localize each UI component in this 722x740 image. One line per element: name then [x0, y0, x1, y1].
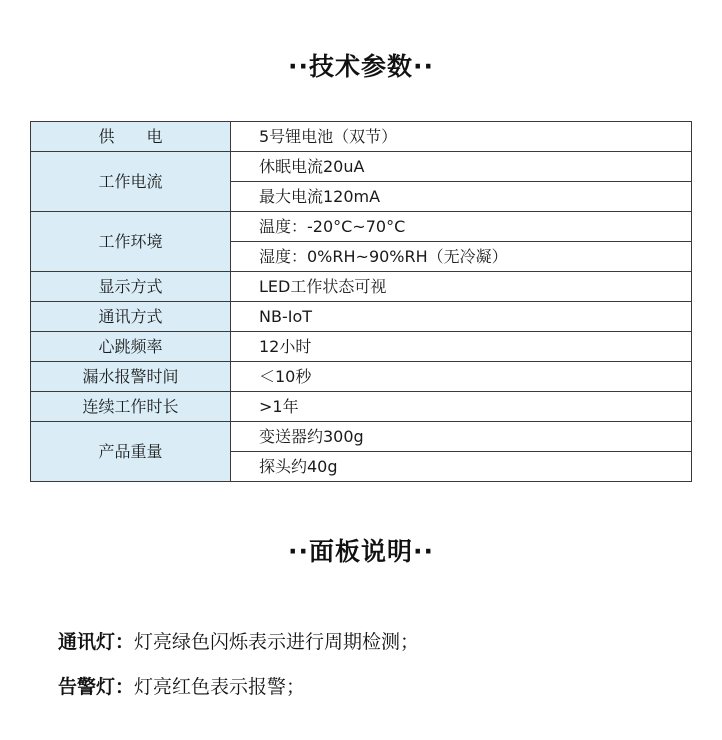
specs-section-title: ··技术参数·· — [288, 52, 434, 81]
spec-value-lifetime: >1年 — [231, 392, 692, 422]
spec-value-humidity: 湿度：0%RH~90%RH（无冷凝） — [231, 242, 692, 272]
table-row — [31, 392, 692, 422]
table-row — [31, 332, 692, 362]
spec-label-current: 工作电流 — [31, 152, 231, 212]
table-row — [31, 122, 692, 152]
spec-label-alarm-time: 漏水报警时间 — [31, 362, 231, 392]
spec-label-heartbeat: 心跳频率 — [31, 332, 231, 362]
alarm-led-text: 灯亮红色表示报警； — [134, 676, 306, 698]
spec-value-weight-transmitter: 变送器约300g — [231, 422, 692, 452]
table-row — [31, 362, 692, 392]
table-row — [31, 272, 692, 302]
spec-label-power: 供 电 — [31, 122, 231, 152]
spec-label-display: 显示方式 — [31, 272, 231, 302]
spec-label-lifetime: 连续工作时长 — [31, 392, 231, 422]
spec-label-weight: 产品重量 — [31, 422, 231, 482]
alarm-led-label: 告警灯： — [58, 676, 135, 698]
spec-label-environment: 工作环境 — [31, 212, 231, 272]
panel-section-title: ··面板说明·· — [288, 537, 434, 566]
spec-value-weight-probe: 探头约40g — [231, 452, 692, 482]
spec-value-comm: NB-IoT — [231, 302, 692, 332]
spec-value-heartbeat: 12小时 — [231, 332, 692, 362]
table-row — [31, 302, 692, 332]
table-row — [31, 422, 692, 452]
spec-value-current-sleep: 休眠电流20uA — [231, 152, 692, 182]
table-row — [31, 152, 692, 182]
spec-label-comm: 通讯方式 — [31, 302, 231, 332]
alarm-led-note — [58, 672, 305, 699]
spec-value-display: LED工作状态可视 — [231, 272, 692, 302]
spec-value-current-max: 最大电流120mA — [231, 182, 692, 212]
comm-led-text: 灯亮绿色闪烁表示进行周期检测； — [134, 631, 420, 653]
spec-value-temperature: 温度：-20°C~70°C — [231, 212, 692, 242]
spec-value-power: 5号锂电池（双节） — [231, 122, 692, 152]
spec-value-alarm-time: ＜10秒 — [231, 362, 692, 392]
comm-led-note — [58, 627, 419, 654]
specs-table — [30, 121, 692, 482]
comm-led-label: 通讯灯： — [58, 631, 135, 653]
table-row — [31, 212, 692, 242]
